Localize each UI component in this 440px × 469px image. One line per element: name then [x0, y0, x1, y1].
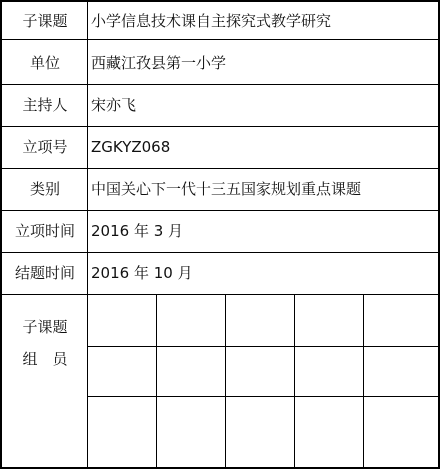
- member-grid-row-1: [88, 346, 440, 347]
- member-grid-col-4: [363, 294, 364, 469]
- row-label-project-number: 立项号: [22, 138, 68, 156]
- row-divider-1: [0, 39, 440, 40]
- row-label-host: 主持人: [22, 96, 68, 114]
- row-value-end-date: 2016 年 10 月: [91, 264, 193, 282]
- row-value-start-date: 2016 年 3 月: [91, 222, 184, 240]
- member-grid-col-3: [294, 294, 295, 469]
- row-label-end-date: 结题时间: [14, 264, 75, 282]
- row-divider-4: [0, 168, 440, 169]
- table-top-border: [0, 0, 440, 2]
- member-label-line2: 组 员: [22, 350, 68, 368]
- row-label-category: 类别: [29, 180, 60, 198]
- row-divider-3: [0, 126, 440, 127]
- row-value-project-number: ZGKYZ068: [91, 138, 171, 156]
- row-value-unit: 西藏江孜县第一小学: [91, 54, 227, 72]
- row-divider-6: [0, 252, 440, 253]
- row-divider-7: [0, 294, 440, 295]
- member-grid-col-2: [225, 294, 226, 469]
- row-value-host: 宋亦飞: [91, 96, 137, 114]
- member-label-line1: 子课题: [22, 318, 68, 336]
- row-label-subproject: 子课题: [22, 12, 68, 30]
- row-value-category: 中国关心下一代十三五国家规划重点课题: [91, 180, 362, 198]
- member-grid-col-1: [156, 294, 157, 469]
- row-label-start-date: 立项时间: [14, 222, 75, 240]
- row-divider-2: [0, 84, 440, 85]
- row-value-subproject: 小学信息技术课自主探究式教学研究: [91, 12, 332, 30]
- row-divider-5: [0, 210, 440, 211]
- member-grid-row-2: [88, 396, 440, 397]
- row-label-unit: 单位: [29, 54, 60, 72]
